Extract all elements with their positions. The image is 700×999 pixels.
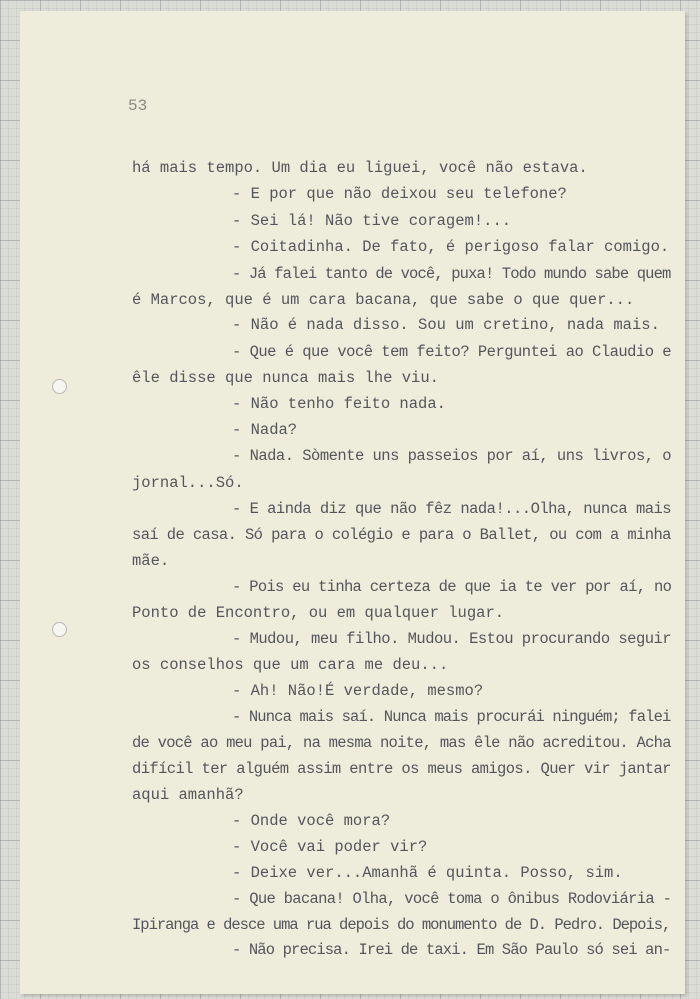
text-line: mãe. [132,552,170,570]
text-line: - E por que não deixou seu telefone? [232,185,567,203]
typewritten-page [20,11,685,994]
text-line: - Pois eu tinha certeza de que ia te ver por aí, no [232,578,672,596]
punch-hole-top [52,379,67,394]
text-line: - Nunca mais saí. Nunca mais procurái ninguém; falei [232,708,671,726]
text-line: - Nada? [232,421,298,439]
text-line: - Onde você mora? [232,812,391,830]
text-line: - Nada. Sòmente uns passeios por aí, uns livros, o [232,447,672,465]
text-line: - Que bacana! Olha, você toma o ônibus Rodoviária - [232,890,672,908]
text-line: os conselhos que um cara me deu... [132,656,449,674]
text-line: Ponto de Encontro, ou em qualquer lugar. [132,604,505,622]
text-line: - Coitadinha. De fato, é perigoso falar comigo. [232,238,670,256]
text-line: - Que é que você tem feito? Perguntei ao Claudio e [232,343,672,361]
text-line: jornal...Só. [132,474,244,492]
text-line: há mais tempo. Um dia eu liguei, você não estava. [132,159,588,177]
text-line: - Já falei tanto de você, puxa! Todo mundo sabe quem [232,265,671,283]
page-number: 53 [128,97,148,115]
text-line: - Mudou, meu filho. Mudou. Estou procurando seguir [232,630,672,648]
text-line: - Não tenho feito nada. [232,395,446,413]
text-line: saí de casa. Só para o colégio e para o Ballet, ou com a minha [132,526,671,544]
text-line: Ipiranga e desce uma rua depois do monumento de D. Pedro. Depois, [132,916,671,934]
text-line: aqui amanhã? [132,786,244,804]
text-line: êle disse que nunca mais lhe viu. [132,369,439,387]
text-line: difícil ter alguém assim entre os meus amigos. Quer vir jantar [132,760,671,778]
text-line: de você ao meu pai, na mesma noite, mas êle não acreditou. Acha [132,734,671,752]
text-line: é Marcos, que é um cara bacana, que sabe o que quer... [132,291,635,309]
text-line: - Não precisa. Irei de taxi. Em São Paulo só sei an- [232,941,671,959]
text-line: - Sei lá! Não tive coragem!... [232,212,512,230]
text-line: - E ainda diz que não fêz nada!...Olha, nunca mais [232,500,672,518]
punch-hole-bottom [52,622,67,637]
text-line: - Deixe ver...Amanhã é quinta. Posso, sim. [232,864,623,882]
text-line: - Ah! Não!É verdade, mesmo? [232,682,484,700]
text-line: - Você vai poder vir? [232,838,428,856]
text-line: - Não é nada disso. Sou um cretino, nada mais. [232,316,660,334]
